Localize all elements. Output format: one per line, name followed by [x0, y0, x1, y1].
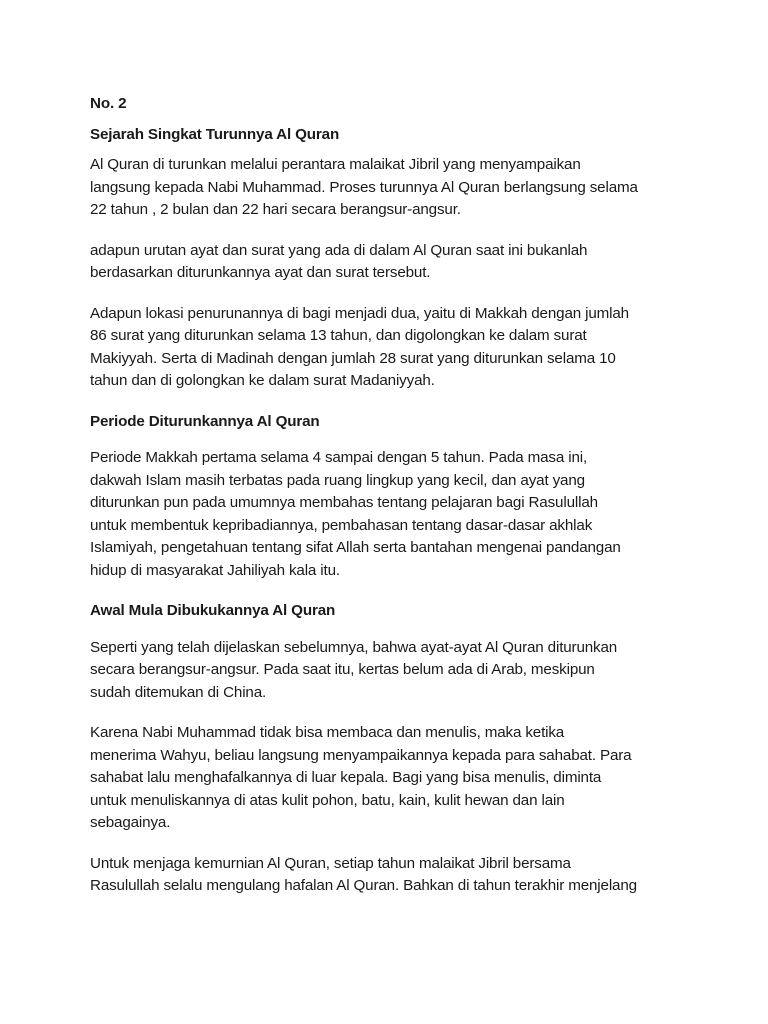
text-line: berdasarkan diturunkannya ayat dan surat tersebut. — [90, 264, 431, 281]
text-line: adapun urutan ayat dan surat yang ada di dalam Al Quran saat ini bukanlah — [90, 241, 588, 259]
text-line: menerima Wahyu, beliau langsung menyampaikannya kepada para sahabat. Para — [90, 746, 632, 764]
text-line: Periode Makkah pertama selama 4 sampai dengan 5 tahun. Pada masa ini, — [90, 449, 588, 466]
paragraph — [90, 154, 690, 222]
section-heading-periode: Periode Diturunkannya Al Quran — [90, 412, 320, 430]
text-line: tahun dan di golongkan ke dalam surat Madaniyyah. — [90, 372, 435, 389]
paragraph — [90, 240, 690, 285]
text-line: Makiyyah. Serta di Madinah dengan jumlah 28 surat yang diturunkan selama 10 — [90, 349, 616, 367]
text-line: Rasulullah selalu mengulang hafalan Al Quran. Bahkan di tahun terakhir menjelang — [90, 877, 637, 894]
text-line: hidup di masyarakat Jahiliyah kala itu. — [90, 561, 340, 579]
paragraph — [90, 722, 690, 835]
text-line: untuk menuliskannya di atas kulit pohon, batu, kain, kulit hewan dan lain — [90, 791, 565, 809]
text-line: diturunkan pun pada umumnya membahas tentang pelajaran bagi Rasulullah — [90, 494, 598, 511]
text-line: dakwah Islam masih terbatas pada ruang lingkup yang kecil, dan ayat yang — [90, 471, 585, 489]
document-number: No. 2 — [90, 95, 127, 112]
paragraph — [90, 637, 690, 705]
paragraph — [90, 303, 690, 393]
text-line: Adapun lokasi penurunannya di bagi menjadi dua, yaitu di Makkah dengan jumlah — [90, 304, 629, 322]
text-line: sebagainya. — [90, 814, 171, 831]
text-line: Karena Nabi Muhammad tidak bisa membaca dan menulis, maka ketika — [90, 724, 565, 741]
text-line: sudah ditemukan di China. — [90, 683, 267, 701]
paragraph — [90, 447, 690, 582]
text-line: untuk membentuk kepribadiannya, pembahasan tentang dasar-dasar akhlak — [90, 516, 593, 534]
text-line: Al Quran di turunkan melalui perantara malaikat Jibril yang menyampaikan — [90, 156, 581, 173]
text-line: secara berangsur-angsur. Pada saat itu, kertas belum ada di Arab, meskipun — [90, 661, 595, 678]
paragraph — [90, 853, 690, 898]
section-heading-awal-mula: Awal Mula Dibukukannya Al Quran — [90, 602, 336, 619]
text-line: 22 tahun , 2 bulan dan 22 hari secara berangsur-angsur. — [90, 201, 461, 218]
text-line: langsung kepada Nabi Muhammad. Proses turunnya Al Quran berlangsung selama — [90, 178, 638, 196]
section-heading-sejarah: Sejarah Singkat Turunnya Al Quran — [90, 125, 340, 143]
text-line: Untuk menjaga kemurnian Al Quran, setiap tahun malaikat Jibril bersama — [90, 854, 571, 872]
text-line: Seperti yang telah dijelaskan sebelumnya, bahwa ayat-ayat Al Quran diturunkan — [90, 638, 618, 656]
text-line: sahabat lalu menghafalkannya di luar kepala. Bagi yang bisa menulis, diminta — [90, 769, 602, 786]
document-body — [90, 93, 690, 898]
text-line: Islamiyah, pengetahuan tentang sifat Allah serta bantahan mengenai pandangan — [90, 539, 621, 556]
text-line: 86 surat yang diturunkan selama 13 tahun, dan digolongkan ke dalam surat — [90, 327, 587, 344]
